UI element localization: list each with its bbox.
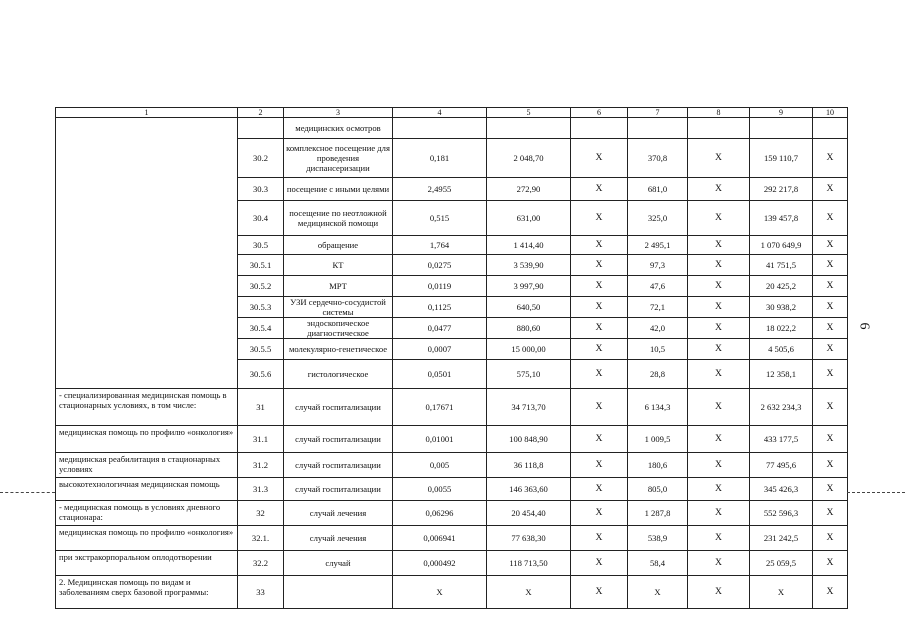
table-cell-c9: 41 751,5 — [750, 255, 813, 276]
table-cell-c10: Х — [813, 276, 848, 297]
table-cell-c8: Х — [688, 453, 750, 478]
table-cell-c3: случай госпитализации — [284, 389, 393, 426]
table-cell-c3: случай — [284, 551, 393, 576]
table-cell-c1 — [56, 118, 238, 389]
table-cell-c7: 805,0 — [628, 478, 688, 501]
table-cell-c8: Х — [688, 360, 750, 389]
table-cell-c9 — [750, 118, 813, 139]
table-cell-c4 — [393, 118, 487, 139]
table-cell-c9: Х — [750, 576, 813, 609]
table-cell-c5: 3 997,90 — [487, 276, 571, 297]
table-cell-c7: 6 134,3 — [628, 389, 688, 426]
table-cell-c3: случай лечения — [284, 526, 393, 551]
table-row — [56, 526, 848, 551]
table-cell-c7: 2 495,1 — [628, 236, 688, 255]
table-cell-c1: медицинская помощь по профилю «онкология» — [56, 426, 238, 453]
table-cell-c8: Х — [688, 178, 750, 201]
table-cell-c8 — [688, 118, 750, 139]
column-number: 4 — [393, 108, 487, 118]
table-cell-c2: 33 — [238, 576, 284, 609]
table-cell-c1: - специализированная медицинская помощь в стационарных условиях, в том числе: — [56, 389, 238, 426]
table-cell-c3: эндоскопическое диагностическое — [284, 318, 393, 339]
table-cell-c8: Х — [688, 526, 750, 551]
table-cell-c5: 631,00 — [487, 201, 571, 236]
column-number: 2 — [238, 108, 284, 118]
table-row — [56, 501, 848, 526]
table-cell-c4: 0,1125 — [393, 297, 487, 318]
table-cell-c10: Х — [813, 426, 848, 453]
table-cell-c2: 31.1 — [238, 426, 284, 453]
table-cell-c6: Х — [571, 201, 628, 236]
column-number: 6 — [571, 108, 628, 118]
table-cell-c2: 32.1. — [238, 526, 284, 551]
table-cell-c5: 640,50 — [487, 297, 571, 318]
table-cell-c2: 30.2 — [238, 139, 284, 178]
table-cell-c8: Х — [688, 551, 750, 576]
table-cell-c3: случай госпитализации — [284, 453, 393, 478]
table-cell-c5: 36 118,8 — [487, 453, 571, 478]
table-cell-c10: Х — [813, 551, 848, 576]
table-cell-c2: 30.5 — [238, 236, 284, 255]
table-cell-c1: медицинская помощь по профилю «онкология» — [56, 526, 238, 551]
table-cell-c6: Х — [571, 576, 628, 609]
table-cell-c5: 118 713,50 — [487, 551, 571, 576]
column-number: 5 — [487, 108, 571, 118]
table-cell-c4: 0,17671 — [393, 389, 487, 426]
table-cell-c7: 97,3 — [628, 255, 688, 276]
table-cell-c3 — [284, 576, 393, 609]
table-cell-c6: Х — [571, 526, 628, 551]
table-cell-c8: Х — [688, 201, 750, 236]
table-cell-c3: посещение с иными целями — [284, 178, 393, 201]
column-number: 1 — [56, 108, 238, 118]
table-cell-c5: 880,60 — [487, 318, 571, 339]
table-cell-c9: 139 457,8 — [750, 201, 813, 236]
table-cell-c1: 2. Медицинская помощь по видам и заболеваниям сверх базовой программы: — [56, 576, 238, 609]
table-cell-c6: Х — [571, 339, 628, 360]
table-cell-c4: 1,764 — [393, 236, 487, 255]
table-row — [56, 118, 848, 139]
table-cell-c8: Х — [688, 236, 750, 255]
table-cell-c4: 0,0477 — [393, 318, 487, 339]
table-cell-c3: посещение по неотложной медицинской помощи — [284, 201, 393, 236]
table-cell-c4: 0,0119 — [393, 276, 487, 297]
page-number: 6 — [856, 322, 872, 330]
table-cell-c7: 1 287,8 — [628, 501, 688, 526]
column-number: 8 — [688, 108, 750, 118]
table-cell-c3: КТ — [284, 255, 393, 276]
table-cell-c6: Х — [571, 360, 628, 389]
table-cell-c1: - медицинская помощь в условиях дневного стационара: — [56, 501, 238, 526]
table-cell-c1: высокотехнологичная медицинская помощь — [56, 478, 238, 501]
table-cell-c3: медицинских осмотров — [284, 118, 393, 139]
table-cell-c4: 0,06296 — [393, 501, 487, 526]
table-cell-c2: 32 — [238, 501, 284, 526]
table-cell-c5: 575,10 — [487, 360, 571, 389]
table-cell-c10: Х — [813, 318, 848, 339]
column-number: 10 — [813, 108, 848, 118]
table-cell-c10: Х — [813, 501, 848, 526]
table-cell-c2 — [238, 118, 284, 139]
table-row — [56, 389, 848, 426]
table-cell-c9: 159 110,7 — [750, 139, 813, 178]
table-cell-c5: 3 539,90 — [487, 255, 571, 276]
table-cell-c9: 18 022,2 — [750, 318, 813, 339]
table-cell-c8: Х — [688, 478, 750, 501]
table-cell-c6: Х — [571, 426, 628, 453]
table-cell-c5: 146 363,60 — [487, 478, 571, 501]
table-cell-c10: Х — [813, 255, 848, 276]
table-row — [56, 576, 848, 609]
table-cell-c6: Х — [571, 139, 628, 178]
table-cell-c5: 100 848,90 — [487, 426, 571, 453]
table-cell-c10: Х — [813, 236, 848, 255]
table-cell-c5: 2 048,70 — [487, 139, 571, 178]
table-cell-c2: 31 — [238, 389, 284, 426]
table-cell-c3: случай госпитализации — [284, 478, 393, 501]
table-cell-c7: 28,8 — [628, 360, 688, 389]
table-cell-c4: 0,0275 — [393, 255, 487, 276]
table-cell-c2: 30.5.2 — [238, 276, 284, 297]
table-cell-c3: гистологическое — [284, 360, 393, 389]
table-cell-c2: 30.5.6 — [238, 360, 284, 389]
table-cell-c5 — [487, 118, 571, 139]
table-cell-c9: 30 938,2 — [750, 297, 813, 318]
table-cell-c9: 231 242,5 — [750, 526, 813, 551]
table-cell-c5: 20 454,40 — [487, 501, 571, 526]
table-cell-c3: УЗИ сердечно-сосудистой системы — [284, 297, 393, 318]
table-cell-c3: молекулярно-генетическое — [284, 339, 393, 360]
table-cell-c7: 1 009,5 — [628, 426, 688, 453]
table-cell-c7: 180,6 — [628, 453, 688, 478]
table-cell-c7: 370,8 — [628, 139, 688, 178]
table-cell-c2: 30.5.1 — [238, 255, 284, 276]
table-cell-c6: Х — [571, 501, 628, 526]
table-cell-c4: 0,000492 — [393, 551, 487, 576]
table-cell-c9: 77 495,6 — [750, 453, 813, 478]
column-number: 7 — [628, 108, 688, 118]
table-cell-c4: 0,01001 — [393, 426, 487, 453]
table-cell-c7: 538,9 — [628, 526, 688, 551]
table-cell-c2: 31.2 — [238, 453, 284, 478]
table-cell-c3: комплексное посещение для проведения диспансеризации — [284, 139, 393, 178]
table-cell-c4: Х — [393, 576, 487, 609]
table-cell-c2: 31.3 — [238, 478, 284, 501]
column-number: 3 — [284, 108, 393, 118]
table-cell-c10: Х — [813, 297, 848, 318]
table-cell-c10: Х — [813, 201, 848, 236]
table-cell-c6: Х — [571, 276, 628, 297]
table-cell-c7: 10,5 — [628, 339, 688, 360]
table-cell-c9: 2 632 234,3 — [750, 389, 813, 426]
table-cell-c7: 47,6 — [628, 276, 688, 297]
table-cell-c8: Х — [688, 339, 750, 360]
table-cell-c8: Х — [688, 139, 750, 178]
table-cell-c5: 1 414,40 — [487, 236, 571, 255]
table-cell-c6: Х — [571, 255, 628, 276]
table-cell-c4: 2,4955 — [393, 178, 487, 201]
table-cell-c6: Х — [571, 551, 628, 576]
table-cell-c9: 20 425,2 — [750, 276, 813, 297]
table-cell-c6: Х — [571, 478, 628, 501]
table-cell-c4: 0,181 — [393, 139, 487, 178]
table-cell-c7 — [628, 118, 688, 139]
table-cell-c9: 433 177,5 — [750, 426, 813, 453]
table-cell-c7: 681,0 — [628, 178, 688, 201]
scan-artifact-line — [0, 492, 55, 493]
table-cell-c10: Х — [813, 360, 848, 389]
table-cell-c8: Х — [688, 426, 750, 453]
table-cell-c8: Х — [688, 501, 750, 526]
column-number-row — [56, 108, 848, 118]
table-cell-c5: Х — [487, 576, 571, 609]
tariff-table — [55, 107, 848, 609]
table-cell-c10: Х — [813, 526, 848, 551]
table-cell-c3: случай госпитализации — [284, 426, 393, 453]
table-cell-c8: Х — [688, 318, 750, 339]
table-cell-c8: Х — [688, 255, 750, 276]
table-cell-c2: 30.5.4 — [238, 318, 284, 339]
table-cell-c1: медицинская реабилитация в стационарных условиях — [56, 453, 238, 478]
table-cell-c10: Х — [813, 453, 848, 478]
table-cell-c6 — [571, 118, 628, 139]
table-cell-c9: 4 505,6 — [750, 339, 813, 360]
table-cell-c3: МРТ — [284, 276, 393, 297]
column-number: 9 — [750, 108, 813, 118]
table-cell-c5: 15 000,00 — [487, 339, 571, 360]
table-cell-c4: 0,0055 — [393, 478, 487, 501]
table-cell-c3: случай лечения — [284, 501, 393, 526]
table-row — [56, 551, 848, 576]
table-cell-c7: 58,4 — [628, 551, 688, 576]
table-cell-c4: 0,0501 — [393, 360, 487, 389]
table-cell-c9: 345 426,3 — [750, 478, 813, 501]
table-cell-c10: Х — [813, 389, 848, 426]
table-cell-c7: 325,0 — [628, 201, 688, 236]
table-cell-c8: Х — [688, 389, 750, 426]
table-cell-c5: 77 638,30 — [487, 526, 571, 551]
table-cell-c10: Х — [813, 339, 848, 360]
scan-artifact-line — [847, 492, 905, 493]
table-cell-c9: 1 070 649,9 — [750, 236, 813, 255]
table-cell-c3: обращение — [284, 236, 393, 255]
table-cell-c10: Х — [813, 178, 848, 201]
table-cell-c8: Х — [688, 276, 750, 297]
table-cell-c10 — [813, 118, 848, 139]
table-cell-c4: 0,0007 — [393, 339, 487, 360]
table-cell-c4: 0,515 — [393, 201, 487, 236]
table-cell-c2: 30.5.3 — [238, 297, 284, 318]
table-cell-c6: Х — [571, 318, 628, 339]
table-cell-c9: 25 059,5 — [750, 551, 813, 576]
table-cell-c2: 30.5.5 — [238, 339, 284, 360]
table-cell-c9: 552 596,3 — [750, 501, 813, 526]
table-cell-c6: Х — [571, 389, 628, 426]
table-cell-c8: Х — [688, 576, 750, 609]
table-cell-c2: 32.2 — [238, 551, 284, 576]
table-row — [56, 426, 848, 453]
table-cell-c5: 34 713,70 — [487, 389, 571, 426]
table-cell-c7: Х — [628, 576, 688, 609]
table-row — [56, 453, 848, 478]
table-cell-c10: Х — [813, 576, 848, 609]
table-cell-c9: 12 358,1 — [750, 360, 813, 389]
table-cell-c7: 42,0 — [628, 318, 688, 339]
table-cell-c2: 30.3 — [238, 178, 284, 201]
table-cell-c5: 272,90 — [487, 178, 571, 201]
table-cell-c6: Х — [571, 297, 628, 318]
table-cell-c7: 72,1 — [628, 297, 688, 318]
table-cell-c8: Х — [688, 297, 750, 318]
table-cell-c6: Х — [571, 453, 628, 478]
table-cell-c6: Х — [571, 178, 628, 201]
table-cell-c4: 0,006941 — [393, 526, 487, 551]
table-body — [56, 108, 848, 609]
table-cell-c6: Х — [571, 236, 628, 255]
table-cell-c2: 30.4 — [238, 201, 284, 236]
table-cell-c10: Х — [813, 478, 848, 501]
table-cell-c9: 292 217,8 — [750, 178, 813, 201]
table-row — [56, 478, 848, 501]
table-cell-c4: 0,005 — [393, 453, 487, 478]
table-cell-c10: Х — [813, 139, 848, 178]
table-cell-c1: при экстракорпоральном оплодотворении — [56, 551, 238, 576]
